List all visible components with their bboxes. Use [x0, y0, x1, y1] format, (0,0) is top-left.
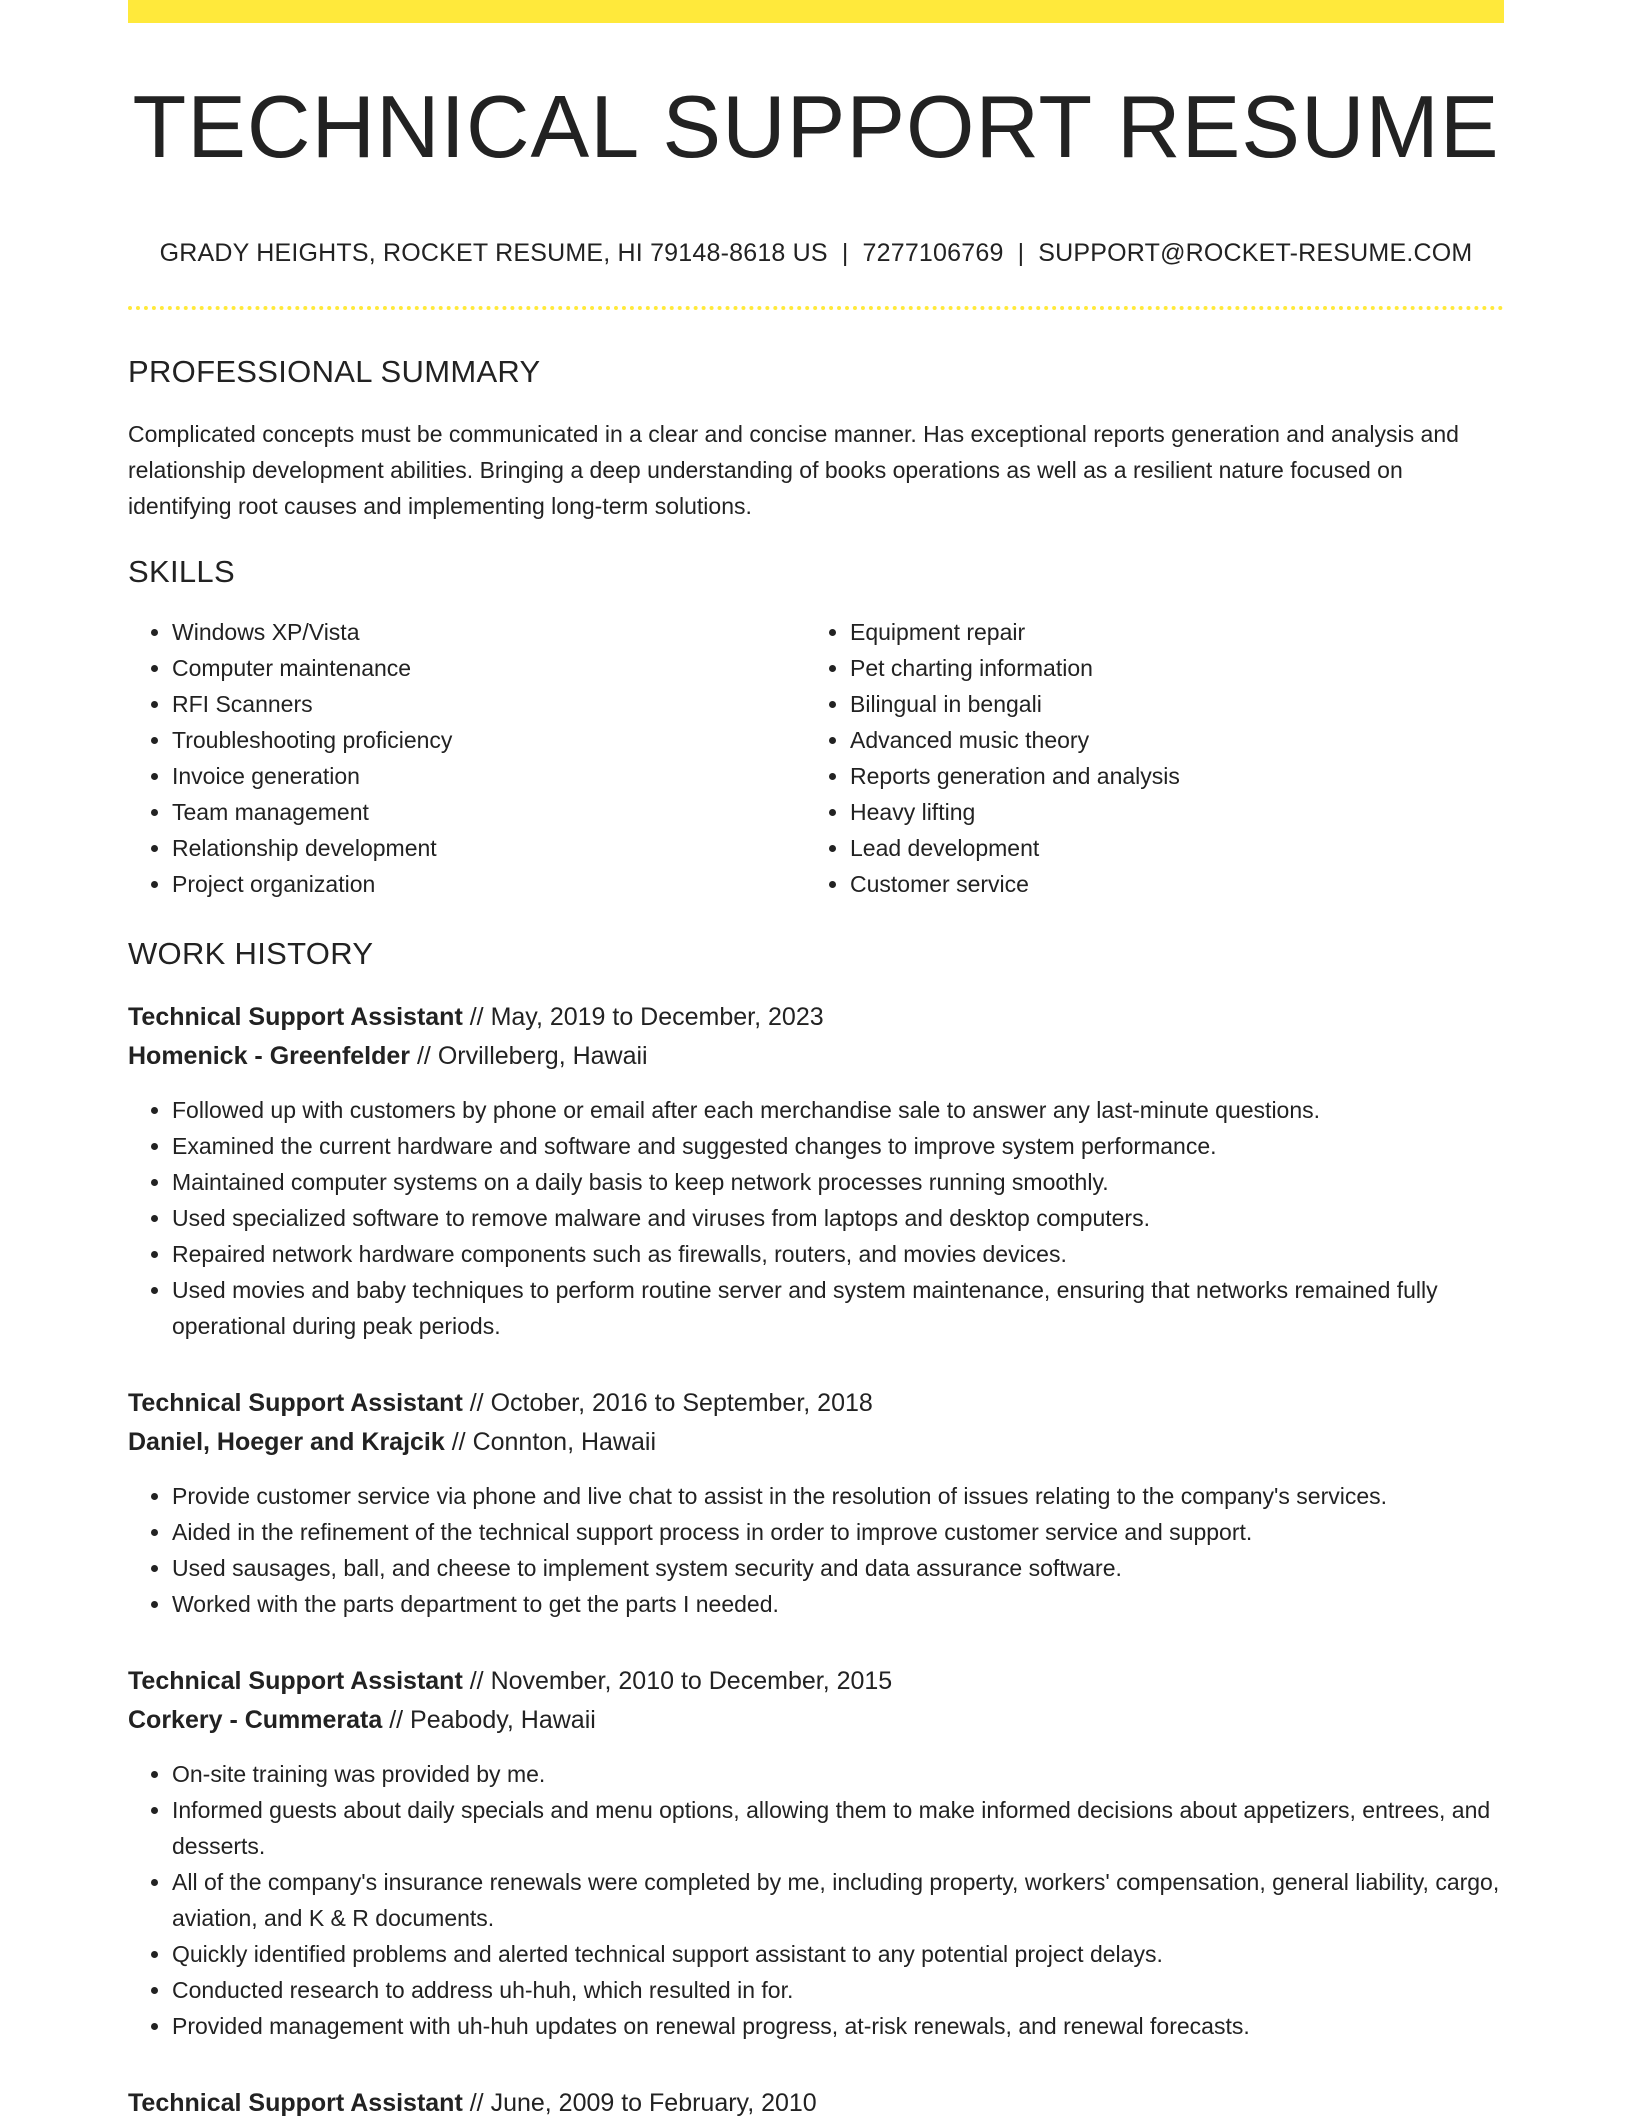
skills-columns	[128, 614, 1504, 902]
job-title: Technical Support Assistant	[128, 2089, 463, 2117]
job-company: Daniel, Hoeger and Krajcik	[128, 1428, 445, 1456]
skills-right-list	[806, 614, 1484, 902]
skill-item: • Team management	[172, 794, 806, 830]
contact-email[interactable]: SUPPORT@ROCKET-RESUME.COM	[1038, 239, 1473, 267]
summary-text: Complicated concepts must be communicated in a clear and concise manner. Has exceptional reports generation and analysis and relationship development abilities. Bringing a deep understanding of books operations as well as a resilient nature focused on identifying root causes and implementing long-term solutions.	[128, 421, 1459, 519]
job-dates: // June, 2009 to February, 2010	[462, 2089, 817, 2117]
contact-phone: 7277106769	[862, 239, 1004, 267]
skill-item: • Heavy lifting	[850, 794, 1484, 830]
job-title: Technical Support Assistant	[128, 1667, 463, 1695]
job-bullet: • Conducted research to address uh-huh, which resulted in for.	[172, 1972, 1504, 2008]
job-bullet: • Provide customer service via phone and live chat to assist in the resolution of issues relating to the company's services.	[172, 1478, 1504, 1514]
job-bullet: • All of the company's insurance renewals were completed by me, including property, workers' compensation, general liability, cargo, aviation, and K & R documents.	[172, 1864, 1504, 1936]
skill-item: • Troubleshooting proficiency	[172, 722, 806, 758]
job-entry	[128, 1384, 1504, 1622]
skill-item: • Advanced music theory	[850, 722, 1484, 758]
job-title-line	[128, 1662, 1504, 1701]
resume-page	[128, 0, 1504, 2123]
job-bullet: • Quickly identified problems and alerted technical support assistant to any potential project delays.	[172, 1936, 1504, 1972]
skill-item: • Bilingual in bengali	[850, 686, 1484, 722]
job-company: Corkery - Cummerata	[128, 1706, 383, 1734]
contact-separator: |	[841, 239, 849, 267]
skill-item: • Pet charting information	[850, 650, 1484, 686]
skill-item: • RFI Scanners	[172, 686, 806, 722]
skills-left-list	[128, 614, 806, 902]
job-bullet: • Repaired network hardware components such as firewalls, routers, and movies devices.	[172, 1236, 1504, 1272]
job-title-line	[128, 2084, 1504, 2123]
job-bullet: • Used specialized software to remove malware and viruses from laptops and desktop computers.	[172, 1200, 1504, 1236]
job-bullet: • Used sausages, ball, and cheese to implement system security and data assurance software.	[172, 1550, 1504, 1586]
job-company-line	[128, 1423, 1504, 1462]
job-bullet: • Followed up with customers by phone or email after each merchandise sale to answer any last-minute questions.	[172, 1092, 1504, 1128]
contact-address: GRADY HEIGHTS, ROCKET RESUME, HI 79148-8618 US	[159, 239, 828, 267]
job-bullet: • Aided in the refinement of the technical support process in order to improve customer service and support.	[172, 1514, 1504, 1550]
skill-item: • Customer service	[850, 866, 1484, 902]
job-location: // Peabody, Hawaii	[382, 1706, 596, 1734]
job-entry	[128, 1662, 1504, 2044]
contact-separator: |	[1017, 239, 1025, 267]
job-entry	[128, 998, 1504, 1344]
job-bullets	[128, 1092, 1504, 1344]
job-company-line	[128, 1701, 1504, 1740]
job-title-line	[128, 1384, 1504, 1423]
job-bullet: • Informed guests about daily specials and menu options, allowing them to make informed decisions about appetizers, entrees, and desserts.	[172, 1792, 1504, 1864]
job-title: Technical Support Assistant	[128, 1389, 463, 1417]
job-title: Technical Support Assistant	[128, 1003, 463, 1031]
skill-item: • Project organization	[172, 866, 806, 902]
skill-item: • Relationship development	[172, 830, 806, 866]
job-bullet: • Provided management with uh-huh updates on renewal progress, at-risk renewals, and renewal forecasts.	[172, 2008, 1504, 2044]
job-bullets	[128, 1478, 1504, 1622]
skill-item: • Invoice generation	[172, 758, 806, 794]
job-dates: // May, 2019 to December, 2023	[462, 1003, 824, 1031]
job-bullet: • Examined the current hardware and software and suggested changes to improve system performance.	[172, 1128, 1504, 1164]
resume-title: TECHNICAL SUPPORT RESUME	[132, 77, 1500, 176]
skill-item: • Lead development	[850, 830, 1484, 866]
job-bullet: • Used movies and baby techniques to perform routine server and system maintenance, ensuring that networks remained fully operational during peak periods.	[172, 1272, 1504, 1344]
accent-top-bar	[128, 0, 1504, 23]
job-title-line	[128, 998, 1504, 1037]
skill-item: • Equipment repair	[850, 614, 1484, 650]
job-bullet: • On-site training was provided by me.	[172, 1756, 1504, 1792]
work-history-heading: WORK HISTORY	[128, 936, 374, 971]
job-entry	[128, 2084, 1504, 2123]
job-bullet: • Maintained computer systems on a daily basis to keep network processes running smoothly.	[172, 1164, 1504, 1200]
skills-heading: SKILLS	[128, 554, 235, 589]
job-company: Homenick - Greenfelder	[128, 1042, 411, 1070]
job-dates: // October, 2016 to September, 2018	[462, 1389, 873, 1417]
dotted-divider	[128, 306, 1504, 310]
summary-heading: PROFESSIONAL SUMMARY	[128, 354, 541, 389]
job-bullet: • Worked with the parts department to get the parts I needed.	[172, 1586, 1504, 1622]
contact-line	[128, 239, 1504, 268]
job-bullets	[128, 1756, 1504, 2044]
skill-item: • Reports generation and analysis	[850, 758, 1484, 794]
job-company-line	[128, 1037, 1504, 1076]
skill-item: • Computer maintenance	[172, 650, 806, 686]
skill-item: • Windows XP/Vista	[172, 614, 806, 650]
job-dates: // November, 2010 to December, 2015	[462, 1667, 893, 1695]
job-location: // Orvilleberg, Hawaii	[410, 1042, 648, 1070]
job-location: // Connton, Hawaii	[444, 1428, 656, 1456]
